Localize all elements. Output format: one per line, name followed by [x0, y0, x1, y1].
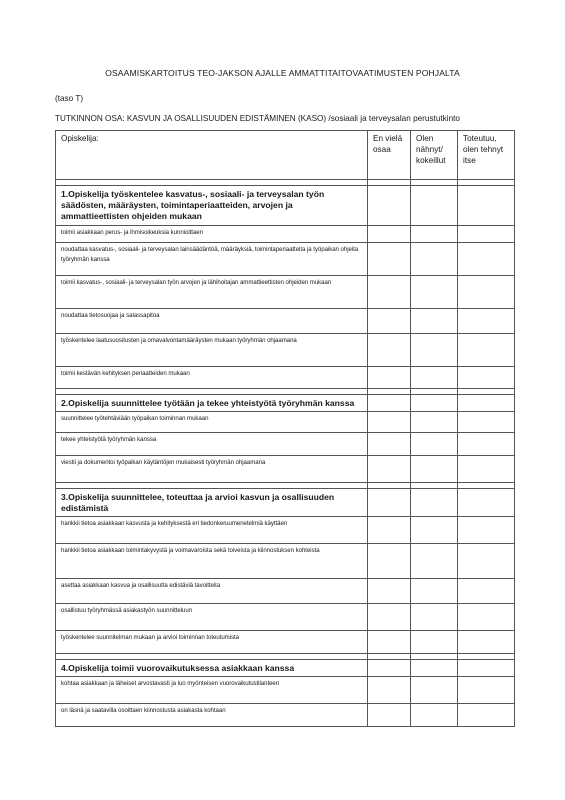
check-not-yet-cell[interactable] [368, 455, 411, 482]
section-row [56, 186, 515, 226]
criterion-text: asettaa asiakkaan kasvua ja osallisuutta edistäviä tavoitteita [56, 579, 368, 604]
check-seen-tried-cell[interactable] [411, 517, 458, 544]
section-heading: 2.Opiskelija suunnittelee työtään ja tekee yhteistyötä työryhmän kanssa [56, 394, 368, 411]
check-done-myself-cell[interactable] [458, 333, 515, 366]
check-seen-tried-cell[interactable] [411, 394, 458, 411]
criterion-row [56, 333, 515, 366]
check-seen-tried-cell[interactable] [411, 225, 458, 242]
check-not-yet-cell[interactable] [368, 604, 411, 631]
check-done-myself-cell[interactable] [458, 544, 515, 579]
column-header-not-yet: En vielä osaa [368, 131, 411, 180]
criterion-row [56, 455, 515, 482]
check-done-myself-cell[interactable] [458, 432, 515, 455]
check-done-myself-cell[interactable] [458, 604, 515, 631]
assessment-table [55, 130, 515, 727]
criterion-row [56, 544, 515, 579]
check-seen-tried-cell[interactable] [411, 366, 458, 388]
criterion-row [56, 366, 515, 388]
criterion-row [56, 432, 515, 455]
criterion-text: viestii ja dokumentoi työpaikan käytäntöjen mukaisesti työryhmän ohjaamana [56, 455, 368, 482]
criterion-row [56, 411, 515, 432]
check-not-yet-cell[interactable] [368, 308, 411, 333]
check-not-yet-cell[interactable] [368, 660, 411, 677]
criterion-row [56, 517, 515, 544]
check-done-myself-cell[interactable] [458, 660, 515, 677]
check-done-myself-cell[interactable] [458, 225, 515, 242]
criterion-text: hankkii tietoa asiakkaan toimintakyvystä ja voimavaroista sekä toiveista ja kiinnostuksen kohteista [56, 544, 368, 579]
document-subtitle: TUTKINNON OSA: KASVUN JA OSALLISUUDEN EDISTÄMINEN (KASO) /sosiaali ja terveysalan perustutkinto [55, 114, 460, 123]
criterion-row [56, 677, 515, 704]
check-seen-tried-cell[interactable] [411, 432, 458, 455]
check-seen-tried-cell[interactable] [411, 186, 458, 226]
section-heading: 3.Opiskelija suunnittelee, toteuttaa ja arvioi kasvun ja osallisuuden edistämistä [56, 488, 368, 516]
column-header-done-myself: Toteutuu, olen tehnyt itse [458, 131, 515, 180]
criterion-row [56, 631, 515, 654]
check-seen-tried-cell[interactable] [411, 455, 458, 482]
check-not-yet-cell[interactable] [368, 488, 411, 516]
criterion-row [56, 604, 515, 631]
section-row [56, 660, 515, 677]
check-not-yet-cell[interactable] [368, 186, 411, 226]
check-not-yet-cell[interactable] [368, 677, 411, 704]
check-done-myself-cell[interactable] [458, 488, 515, 516]
check-seen-tried-cell[interactable] [411, 677, 458, 704]
criterion-text: toimii kasvatus-, sosiaali- ja terveysalan työn arvojen ja lähihoitajan ammattieettisten ohjeiden mukaan [56, 275, 368, 308]
column-header-seen-tried: Olen nähnyt/ kokeillut [411, 131, 458, 180]
criterion-text: on läsnä ja saatavilla osoittaen kiinnostusta asiakasta kohtaan [56, 704, 368, 727]
criterion-row [56, 704, 515, 727]
section-heading: 4.Opiskelija toimii vuorovaikutuksessa asiakkaan kanssa [56, 660, 368, 677]
criterion-text: noudattaa tietosuojaa ja salassapitoa [56, 308, 368, 333]
section-heading: 1.Opiskelija työskentelee kasvatus-, sosiaali- ja terveysalan työn säädösten, määräysten, toimintaperiaatteiden, arvojen ja ammattieettisten ohjeiden mukaan [56, 186, 368, 226]
criterion-text: toimii asiakkaan perus- ja ihmisoikeuksia kunnioittaen [56, 225, 368, 242]
criterion-text: suunnittelee työtehtäviään työpaikan toiminnan mukaan [56, 411, 368, 432]
check-done-myself-cell[interactable] [458, 455, 515, 482]
check-seen-tried-cell[interactable] [411, 704, 458, 727]
check-not-yet-cell[interactable] [368, 544, 411, 579]
check-done-myself-cell[interactable] [458, 308, 515, 333]
check-not-yet-cell[interactable] [368, 631, 411, 654]
check-seen-tried-cell[interactable] [411, 242, 458, 275]
check-done-myself-cell[interactable] [458, 631, 515, 654]
check-seen-tried-cell[interactable] [411, 333, 458, 366]
criterion-row [56, 579, 515, 604]
check-seen-tried-cell[interactable] [411, 579, 458, 604]
check-not-yet-cell[interactable] [368, 366, 411, 388]
check-done-myself-cell[interactable] [458, 186, 515, 226]
check-seen-tried-cell[interactable] [411, 411, 458, 432]
check-done-myself-cell[interactable] [458, 704, 515, 727]
check-seen-tried-cell[interactable] [411, 660, 458, 677]
criterion-text: noudattaa kasvatus-, sosiaali- ja terveysalan lainsäädäntöä, määräyksiä, toimintaperiaatteita ja työpaikan ohjeita työryhmän kanssa [56, 242, 368, 275]
check-seen-tried-cell[interactable] [411, 275, 458, 308]
table-header-row [56, 131, 515, 180]
check-seen-tried-cell[interactable] [411, 488, 458, 516]
check-seen-tried-cell[interactable] [411, 604, 458, 631]
check-seen-tried-cell[interactable] [411, 631, 458, 654]
check-not-yet-cell[interactable] [368, 333, 411, 366]
check-not-yet-cell[interactable] [368, 411, 411, 432]
section-row [56, 394, 515, 411]
check-done-myself-cell[interactable] [458, 275, 515, 308]
column-header-student: Opiskelija: [56, 131, 368, 180]
document-title: OSAAMISKARTOITUS TEO-JAKSON AJALLE AMMATTITAITOVAATIMUSTEN POHJALTA [105, 68, 460, 78]
criterion-row [56, 225, 515, 242]
criterion-row [56, 275, 515, 308]
criterion-row [56, 242, 515, 275]
criterion-text: työskentelee laatusuositusten ja omavalvontamääräysten mukaan työryhmän ohjaamana [56, 333, 368, 366]
criterion-row [56, 308, 515, 333]
criterion-text: hankkii tietoa asiakkaan kasvusta ja kehityksestä eri tiedonkeruumenetelmiä käyttäen [56, 517, 368, 544]
check-not-yet-cell[interactable] [368, 275, 411, 308]
check-not-yet-cell[interactable] [368, 394, 411, 411]
check-done-myself-cell[interactable] [458, 677, 515, 704]
check-done-myself-cell[interactable] [458, 366, 515, 388]
check-not-yet-cell[interactable] [368, 579, 411, 604]
criterion-text: toimii kestävän kehityksen periaatteiden mukaan [56, 366, 368, 388]
check-seen-tried-cell[interactable] [411, 544, 458, 579]
check-done-myself-cell[interactable] [458, 517, 515, 544]
criterion-text: työskentelee suunnitelman mukaan ja arvioi toiminnan toteutumista [56, 631, 368, 654]
level-label: (taso T) [55, 94, 84, 103]
check-not-yet-cell[interactable] [368, 517, 411, 544]
check-seen-tried-cell[interactable] [411, 308, 458, 333]
check-done-myself-cell[interactable] [458, 394, 515, 411]
criterion-text: kohtaa asiakkaan ja läheiset arvostavasti ja luo myönteisen vuorovaikutustilanteen [56, 677, 368, 704]
check-done-myself-cell[interactable] [458, 242, 515, 275]
criterion-text: osallistuu työryhmässä asiakastyön suunnitteluun [56, 604, 368, 631]
criterion-text: tekee yhteistyötä työryhmän kanssa [56, 432, 368, 455]
check-not-yet-cell[interactable] [368, 242, 411, 275]
check-done-myself-cell[interactable] [458, 579, 515, 604]
check-not-yet-cell[interactable] [368, 225, 411, 242]
section-row [56, 488, 515, 516]
check-not-yet-cell[interactable] [368, 704, 411, 727]
check-done-myself-cell[interactable] [458, 411, 515, 432]
check-not-yet-cell[interactable] [368, 432, 411, 455]
